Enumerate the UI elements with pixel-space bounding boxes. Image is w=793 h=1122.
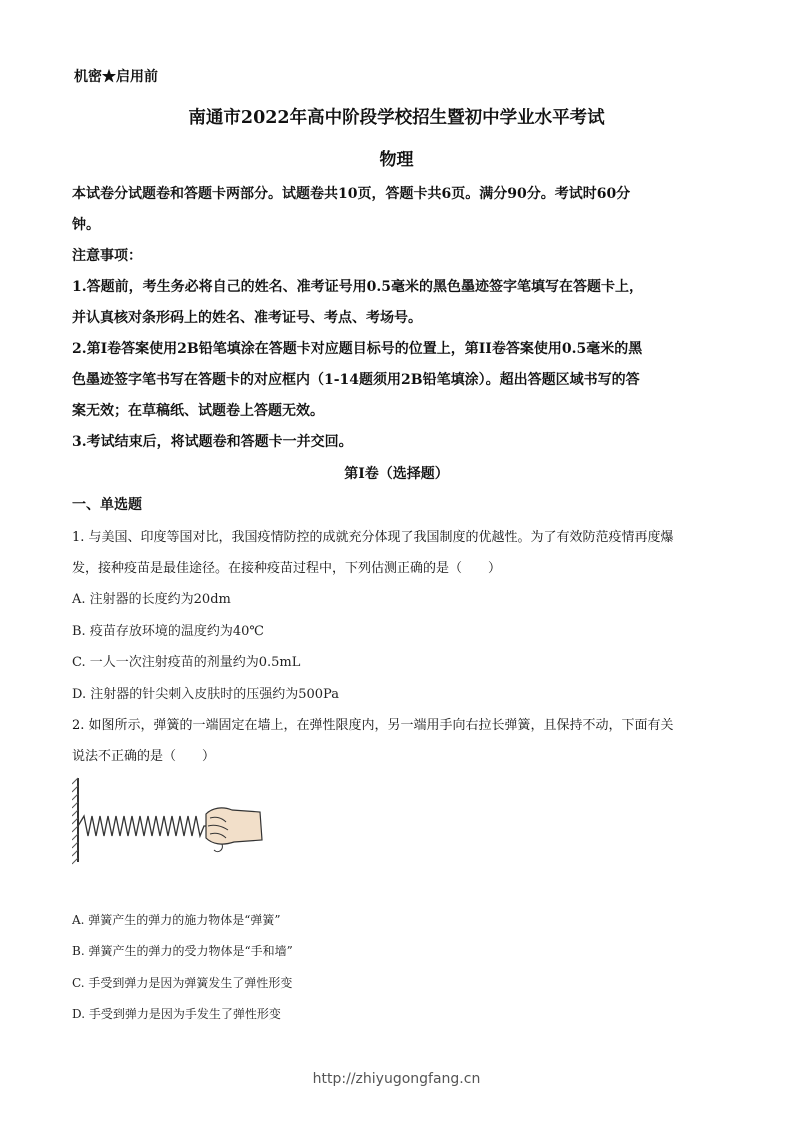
question-2-line-1: 2. 如图所示，弹簧的一端固定在墙上，在弹性限度内，另一端用手向右拉长弹簧，且保持不动，下面有关 [72,718,674,733]
note-2-line-2: 色墨迹签字笔书写在答题卡的对应框内（1-14题须用2B铅笔填涂）。超出答题区域书写的答 [72,372,640,388]
question-2-option-b: B. 弹簧产生的弹力的受力物体是“手和墙” [72,944,293,958]
note-3: 3.考试结束后，将试题卷和答题卡一并交回。 [72,434,353,450]
note-2-line-3: 案无效；在草稿纸、试题卷上答题无效。 [72,403,324,419]
question-1-option-a: A. 注射器的长度约为20dm [72,592,231,607]
question-2-line-2: 说法不正确的是（ ） [72,749,216,764]
question-1-line-2: 发，接种疫苗是最佳途径。在接种疫苗过程中，下列估测正确的是（ ） [72,561,502,576]
subject-title: 物理 [379,150,414,170]
spring-figure [72,776,266,866]
intro-line-2: 钟。 [72,217,100,233]
question-1-line-1: 1. 与美国、印度等国对比，我国疫情防控的成就充分体现了我国制度的优越性。为了有效防范疫情再度爆 [72,530,674,545]
confidential-label: 机密★启用前 [74,69,158,85]
spring-icon [78,816,208,836]
notes-heading: 注意事项： [72,248,142,264]
exam-title: 南通市2022年高中阶段学校招生暨初中学业水平考试 [188,108,605,128]
intro-line-1: 本试卷分试题卷和答题卡两部分。试题卷共10页，答题卡共6页。满分90分。考试时60分 [72,186,631,202]
question-1-option-b: B. 疫苗存放环境的温度约为40℃ [72,624,264,639]
question-1-option-d: D. 注射器的针尖刺入皮肤时的压强约为500Pa [72,687,339,702]
note-2-line-1: 2.第I卷答案使用2B铅笔填涂在答题卡对应题目标号的位置上，第II卷答案使用0.5毫米的黑 [72,341,643,357]
footer-url[interactable]: http://zhiyugongfang.cn [312,1071,481,1087]
question-2-option-d: D. 手受到弹力是因为手发生了弹性形变 [72,1007,281,1021]
wall-icon [72,778,78,864]
question-1-option-c: C. 一人一次注射疫苗的剂量约为0.5mL [72,655,301,670]
question-2-option-a: A. 弹簧产生的弹力的施力物体是“弹簧” [72,913,281,927]
question-2-option-c: C. 手受到弹力是因为弹簧发生了弹性形变 [72,976,293,990]
hand-icon [206,808,262,852]
note-1-line-2: 并认真核对条形码上的姓名、准考证号、考点、考场号。 [72,310,422,326]
section-title: 第I卷（选择题） [344,466,449,482]
part-heading: 一、单选题 [72,497,142,513]
note-1-line-1: 1.答题前，考生务必将自己的姓名、准考证号用0.5毫米的黑色墨迹签字笔填写在答题卡上， [72,279,643,295]
